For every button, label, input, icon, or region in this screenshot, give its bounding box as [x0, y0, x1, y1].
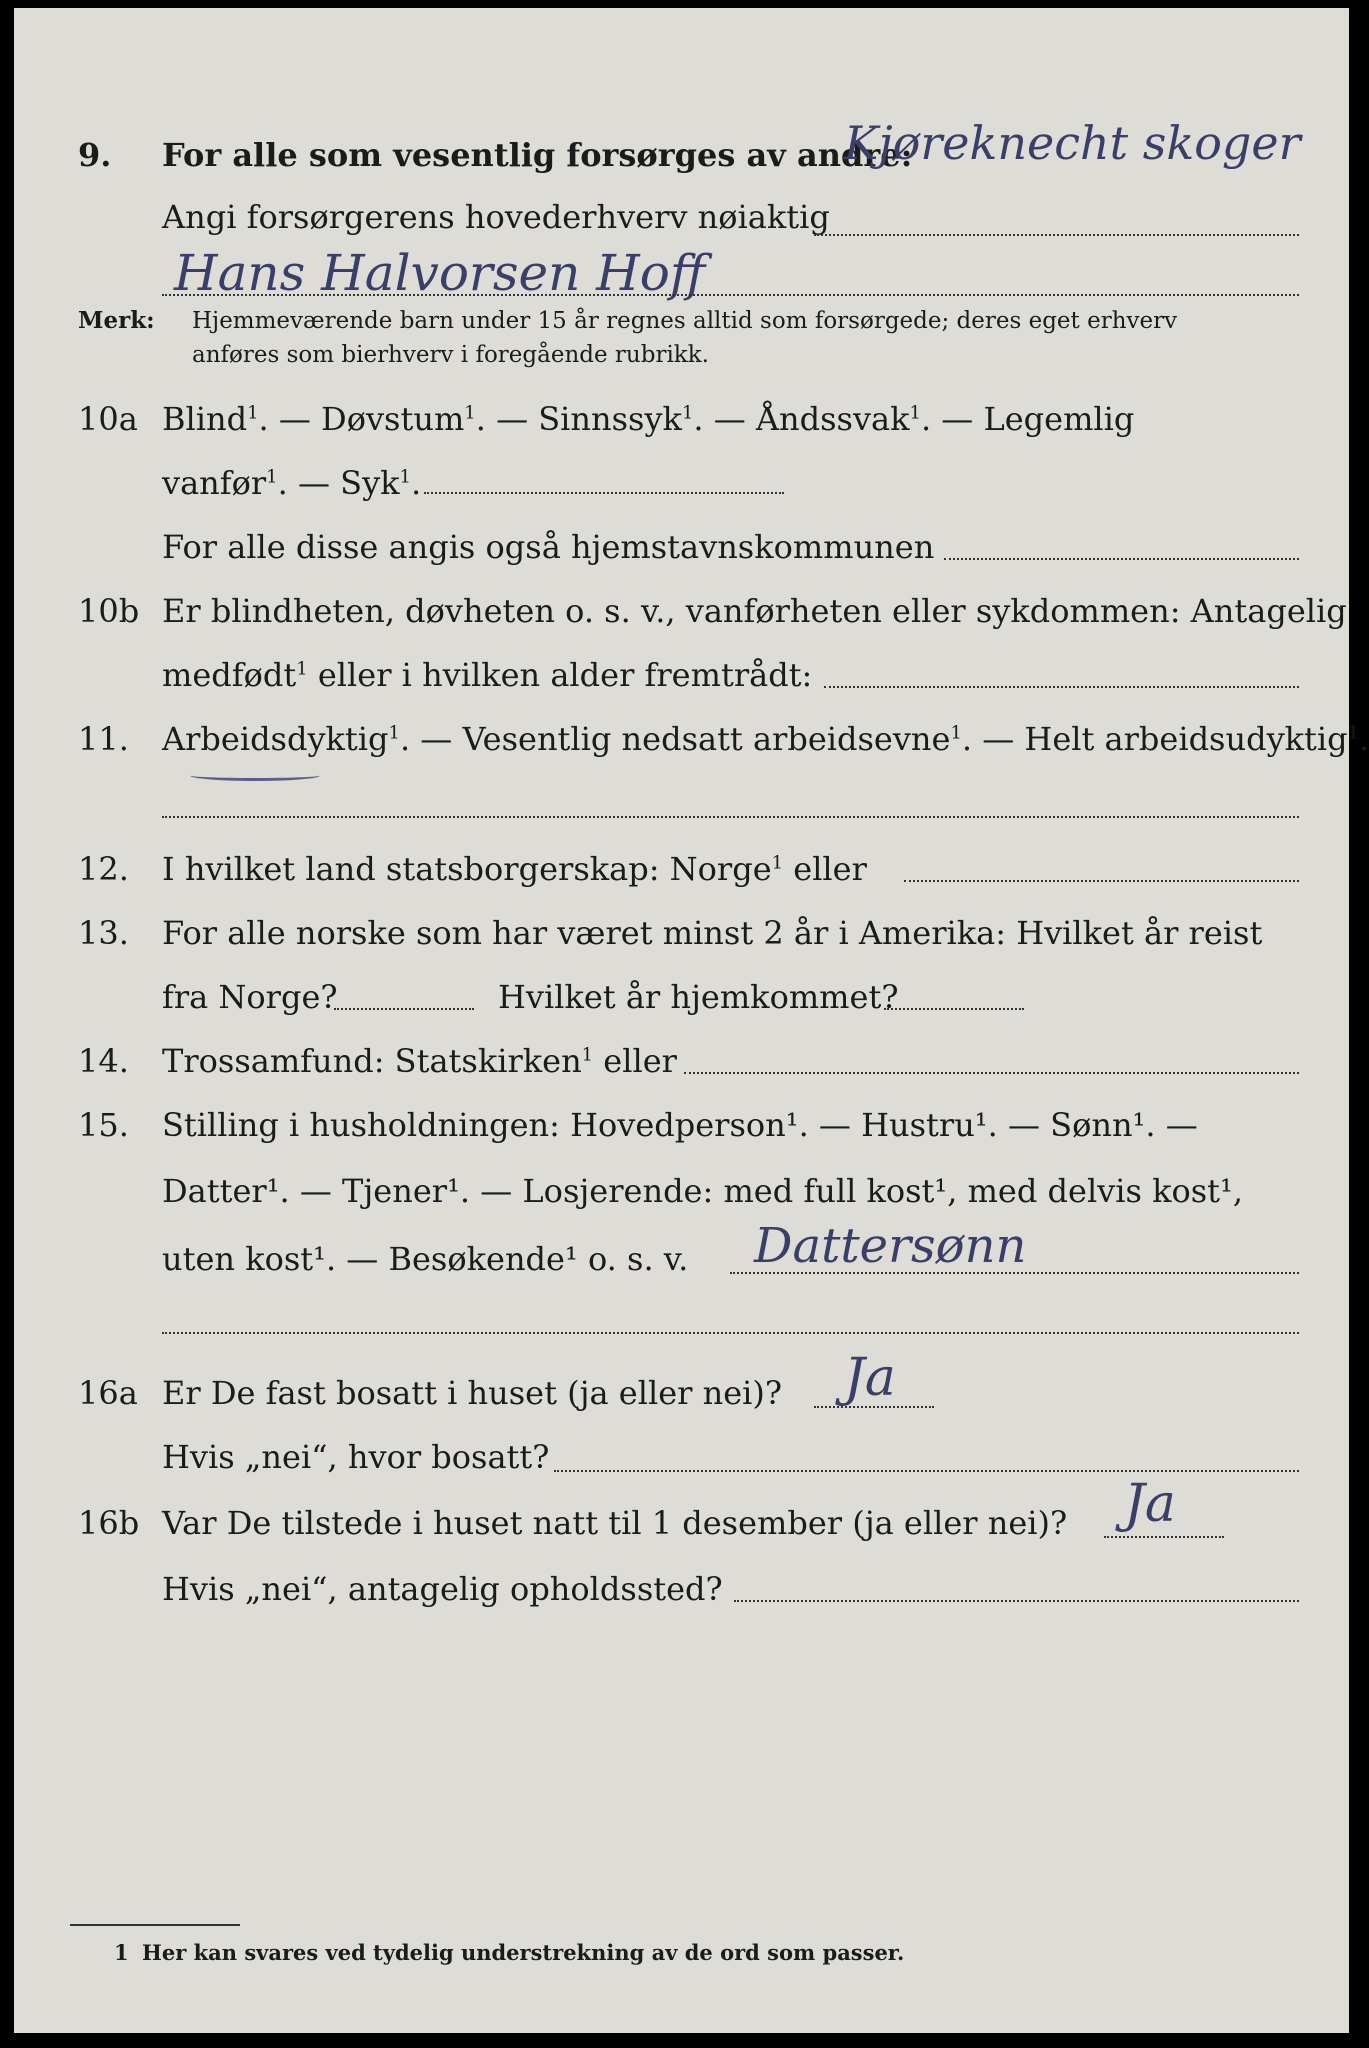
item-10a-line-3: For alle disse angis også hjemstavnskommunen: [162, 528, 935, 566]
handwritten-answer-16a: Ja: [844, 1348, 896, 1408]
item-number-11: 11.: [78, 720, 129, 758]
underline-mark-arbeidsdyktig: [190, 770, 320, 781]
item-16b-line-1: Var De tilstede i huset natt til 1 desember (ja eller nei)?: [162, 1504, 1068, 1542]
item-11-line-1: Arbeidsdyktig$^1$. — Vesentlig nedsatt arbeidsevne$^1$. — Helt arbeidsudyktig$^1$.: [162, 720, 1369, 758]
item-10a-line-2: vanfør$^1$. — Syk$^1$.: [162, 464, 422, 502]
item-9-question: For alle som vesentlig forsørges av andre:: [162, 136, 913, 174]
item-12-line-1: I hvilket land statsborgerskap: Norge$^1$ eller: [162, 850, 867, 888]
handwritten-occupation: Kjøreknecht skoger: [844, 116, 1301, 170]
item-14-answer-line: [684, 1070, 1299, 1074]
item-11-answer-line: [162, 814, 1299, 818]
item-16b-line-2: Hvis „nei“, antagelig opholdssted?: [162, 1570, 723, 1608]
item-10b-line-1: Er blindheten, døvheten o. s. v., vanførheten eller sykdommen: Antagelig: [162, 592, 1347, 630]
item-number-16b: 16b: [78, 1504, 140, 1542]
item-13-left-line: [334, 1006, 474, 1010]
item-13-return-line: [884, 1006, 1024, 1010]
item-number-10b: 10b: [78, 592, 140, 630]
item-13-line-1: For alle norske som har været minst 2 år i Amerika: Hvilket år reist: [162, 914, 1263, 952]
item-16a-where-line: [554, 1468, 1299, 1472]
item-16a-line-1: Er De fast bosatt i huset (ja eller nei)?: [162, 1374, 783, 1412]
item-16b-where-line: [734, 1598, 1299, 1602]
census-form-page: [14, 8, 1369, 2033]
item-number-13: 13.: [78, 914, 129, 952]
item-9-occupation-line: [814, 232, 1299, 236]
item-number-15: 15.: [78, 1106, 129, 1144]
item-number-12: 12.: [78, 850, 129, 888]
item-13-line-2a: fra Norge?: [162, 978, 338, 1016]
item-number-14: 14.: [78, 1042, 129, 1080]
item-15-answer-line: [730, 1270, 1299, 1274]
item-9-occupation-label: Angi forsørgerens hovederhverv nøiaktig: [162, 198, 830, 236]
note-label: Merk:: [78, 307, 155, 334]
footnote-text: Her kan svares ved tydelig understrekning av de ord som passer.: [142, 1940, 905, 1965]
footnote-rule: [70, 1924, 240, 1926]
item-16a-line-2: Hvis „nei“, hvor bosatt?: [162, 1438, 550, 1476]
item-10b-answer-line: [824, 684, 1299, 688]
item-10a-line-1: Blind$^1$. — Døvstum$^1$. — Sinnssyk$^1$. — Åndssvak$^1$. — Legemlig: [162, 400, 1135, 438]
item-16a-answer-line: [814, 1404, 934, 1408]
item-15-line-3: uten kost¹. — Besøkende¹ o. s. v.: [162, 1240, 689, 1278]
item-12-answer-line: [904, 878, 1299, 882]
handwritten-answer-16b: Ja: [1124, 1474, 1176, 1534]
footnote-marker: 1: [114, 1940, 129, 1965]
item-16b-answer-line: [1104, 1534, 1224, 1538]
note-line-1: Hjemmeværende barn under 15 år regnes alltid som forsørgede; deres eget erhverv: [192, 308, 1178, 334]
item-10b-line-2: medfødt$^1$ eller i hvilken alder fremtrådt:: [162, 656, 813, 694]
item-10a-sick-line: [424, 490, 784, 494]
item-number-10a: 10a: [78, 400, 138, 438]
item-9-name-line: [162, 292, 1299, 296]
note-line-2: anføres som bierhverv i foregående rubrikk.: [192, 342, 709, 368]
item-10a-home-line: [944, 556, 1299, 560]
item-15-line-2: Datter¹. — Tjener¹. — Losjerende: med full kost¹, med delvis kost¹,: [162, 1172, 1244, 1210]
handwritten-provider-name: Hans Halvorsen Hoff: [174, 244, 706, 302]
item-13-line-2b: Hvilket år hjemkommet?: [498, 978, 899, 1016]
handwritten-position: Dattersønn: [754, 1218, 1027, 1274]
item-15-line-1: Stilling i husholdningen: Hovedperson¹. — Hustru¹. — Sønn¹. —: [162, 1106, 1198, 1144]
item-15-extra-line: [162, 1330, 1299, 1334]
item-14-line-1: Trossamfund: Statskirken$^1$ eller: [162, 1042, 677, 1080]
item-number-16a: 16a: [78, 1374, 138, 1412]
item-number-9: 9.: [78, 136, 112, 174]
